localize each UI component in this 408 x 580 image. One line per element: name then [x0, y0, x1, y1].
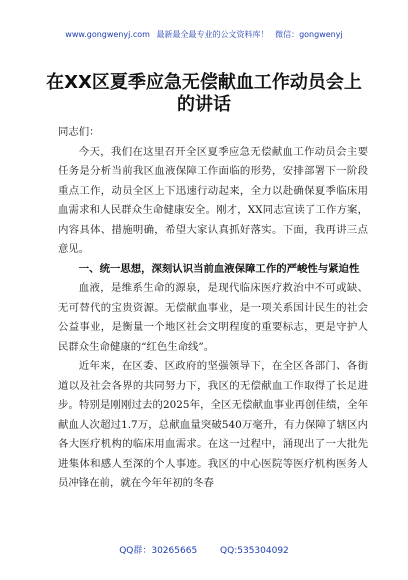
document-title: 在XX区夏季应急无偿献血工作动员会上的讲话 — [46, 72, 362, 115]
section-heading-1: 一、统一思想，深刻认识当前血液保障工作的严峻性与紧迫性 — [78, 262, 360, 275]
paragraph-blood-importance: 血液，是维系生命的源泉，是现代临床医疗救治中不可或缺、无可替代的宝贵资源。无偿献血事业，是一项关系国计民生的社会公益事业，是衡量一个地区社会文明程度的重要标志，更是守护人民群众生命健康的“红色生命线”。 — [58, 282, 368, 353]
header-slogan: 最新最全最专业的公文资料库！ — [156, 30, 269, 39]
header-wechat: 微信：gongwenyj — [275, 30, 343, 39]
page-header — [0, 29, 408, 40]
page-footer — [0, 545, 408, 557]
footer-qq: QQ:535304092 — [220, 546, 289, 556]
footer-qq-group: QQ群：30265665 — [119, 546, 198, 556]
paragraph-intro: 今天，我们在这里召开全区夏季应急无偿献血工作动员会主要任务是分析当前我区血液保障工作面临的形势，安排部署下一阶段重点工作，动员全区上下迅速行动起来，全力以赴确保夏季临床用血需求和人民群众生命健康安全。刚才，XX同志宣读了工作方案，内容具体、措施明确，希望大家认真抓好落实。下面，我再讲三点意见。 — [58, 145, 368, 255]
salutation: 同志们： — [58, 126, 100, 138]
header-website[interactable]: www.gongwenyj.com — [65, 30, 150, 39]
paragraph-achievements: 近年来，在区委、区政府的坚强领导下，在全区各部门、各街道以及社会各界的共同努力下，我区的无偿献血工作取得了长足进步。特别是刚刚过去的2025年，全区无偿献血事业再创佳绩，全年献血人次超过1.7万，总献血量突破540万毫升，有力保障了辖区内各大医疗机构的临床用血需求。在这一过程中，涌现出了一大批先进集体和感人至深的个人事迹。我区的中心医院等医疗机构医务人员冲锋在前，就在今年年初的冬春 — [58, 360, 368, 489]
document-body — [58, 123, 368, 494]
